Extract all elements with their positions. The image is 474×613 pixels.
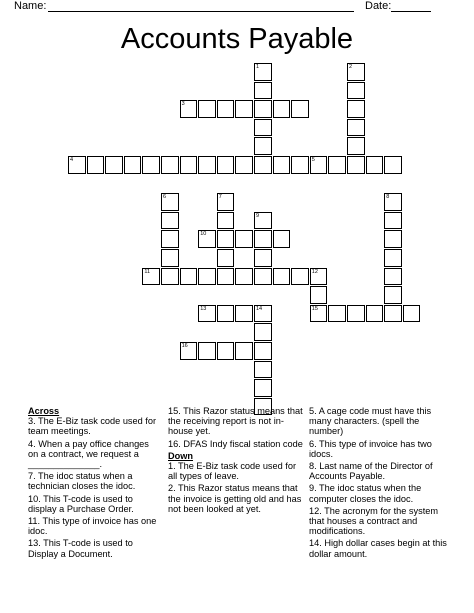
grid-cell[interactable] — [198, 342, 216, 360]
clue-across-13: 13. This T-code is used to Display a Document. — [28, 538, 133, 559]
grid-cell[interactable] — [291, 268, 309, 286]
grid-cell[interactable] — [273, 100, 291, 118]
grid-cell[interactable] — [161, 268, 179, 286]
clue-number: 14 — [256, 305, 263, 312]
grid-cell[interactable] — [235, 342, 253, 360]
grid-cell[interactable] — [68, 156, 86, 174]
clue-number: 4 — [70, 157, 74, 163]
clue-number: 9 — [256, 212, 260, 219]
clue-across-16: 16. DFAS Indy fiscal station code — [168, 438, 303, 449]
grid-cell[interactable] — [180, 268, 198, 286]
grid-cell[interactable] — [384, 212, 402, 230]
grid-cell[interactable] — [384, 268, 402, 286]
grid-cell[interactable] — [161, 230, 179, 248]
grid-cell[interactable] — [217, 230, 235, 248]
grid-cell[interactable] — [217, 249, 235, 267]
down-heading: Down — [168, 450, 194, 461]
grid-cell[interactable] — [180, 100, 198, 118]
grid-cell[interactable] — [180, 156, 198, 174]
across-heading: Across — [28, 406, 60, 416]
date-label: Date: — [365, 0, 392, 12]
grid-cell[interactable] — [142, 156, 160, 174]
clues-column-2 — [168, 406, 304, 516]
clue-number: 13 — [200, 305, 207, 312]
clue-down-5: 5. A cage code must have this many characters. (spell the number) — [309, 406, 432, 437]
grid-cell[interactable] — [254, 268, 272, 286]
clue-across-7: 7. The idoc status when a technician closes the idoc. — [28, 471, 136, 492]
grid-cell[interactable] — [291, 156, 309, 174]
grid-cell[interactable] — [254, 342, 272, 360]
grid-cell[interactable] — [217, 305, 235, 323]
grid-cell[interactable] — [217, 268, 235, 286]
grid-cell[interactable] — [235, 305, 253, 323]
grid-cell[interactable] — [384, 156, 402, 174]
clue-across-4: 4. When a pay office changes on a contract, we request a ______________. — [28, 438, 149, 470]
clue-number: 8 — [386, 194, 390, 201]
grid-cell[interactable] — [254, 156, 272, 174]
grid-cell[interactable] — [384, 230, 402, 248]
grid-cell[interactable] — [310, 156, 328, 174]
grid-cell[interactable] — [347, 156, 365, 174]
grid-cell[interactable] — [198, 268, 216, 286]
grid-cell[interactable] — [217, 212, 235, 230]
grid-cell[interactable] — [217, 100, 235, 118]
clue-number: 2 — [349, 64, 353, 70]
grid-cell[interactable] — [347, 82, 365, 100]
clue-number: 11 — [144, 268, 151, 275]
clue-down-8: 8. Last name of the Director of Accounts Payable. — [309, 461, 433, 482]
grid-cell[interactable] — [142, 268, 160, 286]
grid-cell[interactable] — [310, 286, 328, 304]
grid-cell[interactable] — [217, 156, 235, 174]
grid-cell[interactable] — [310, 268, 328, 286]
grid-cell[interactable] — [235, 230, 253, 248]
grid-cell[interactable] — [254, 212, 272, 230]
clue-number: 3 — [181, 101, 185, 108]
grid-cell[interactable] — [310, 305, 328, 323]
clue-number: 16 — [181, 343, 188, 349]
clue-number: 6 — [163, 194, 167, 201]
clue-down-9: 9. The idoc status when the computer closes the idoc. — [309, 483, 422, 504]
grid-cell[interactable] — [254, 137, 272, 155]
grid-cell[interactable] — [254, 379, 272, 397]
clue-down-14: 14. High dollar cases begin at this dollar amount. — [309, 538, 447, 559]
name-label: Name: — [14, 0, 47, 12]
clue-down-2: 2. This Razor status means that the invoice is getting old and has not been looked at yet. — [168, 483, 302, 514]
puzzle-title: Accounts Payable — [120, 23, 354, 55]
grid-cell[interactable] — [384, 249, 402, 267]
grid-cell[interactable] — [254, 119, 272, 137]
clue-number: 7 — [218, 194, 222, 201]
clue-across-10: 10. This T-code is used to display a Purchase Order. — [28, 493, 134, 514]
grid-cell[interactable] — [403, 305, 421, 323]
clue-across-11: 11. This type of invoice has one idoc. — [28, 516, 157, 537]
grid-cell[interactable] — [273, 156, 291, 174]
grid-cell[interactable] — [217, 342, 235, 360]
grid-cell[interactable] — [198, 100, 216, 118]
clue-across-15: 15. This Razor status means that the receiving report is not in-house yet. — [168, 406, 303, 437]
clue-number: 10 — [200, 231, 207, 238]
grid-cell[interactable] — [366, 156, 384, 174]
grid-cell[interactable] — [198, 230, 216, 248]
clue-number: 5 — [311, 157, 315, 163]
clues-column-3 — [309, 406, 449, 561]
grid-cell[interactable] — [273, 230, 291, 248]
grid-cell[interactable] — [328, 156, 346, 174]
clue-number: 1 — [256, 64, 260, 70]
grid-cell[interactable] — [254, 305, 272, 323]
grid-cell[interactable] — [347, 137, 365, 155]
grid-cell[interactable] — [161, 156, 179, 174]
grid-cell[interactable] — [105, 156, 123, 174]
grid-cell[interactable] — [254, 63, 272, 81]
grid-cell[interactable] — [291, 100, 309, 118]
grid-cell[interactable] — [161, 249, 179, 267]
grid-cell[interactable] — [254, 82, 272, 100]
grid-cell[interactable] — [366, 305, 384, 323]
grid-cell[interactable] — [254, 100, 272, 118]
grid-cell[interactable] — [254, 230, 272, 248]
clue-down-6: 6. This type of invoice has two idocs. — [309, 438, 432, 459]
grid-cell[interactable] — [254, 361, 272, 379]
grid-cell[interactable] — [161, 212, 179, 230]
grid-cell[interactable] — [235, 156, 253, 174]
clue-number: 12 — [311, 268, 318, 275]
grid-cell[interactable] — [87, 156, 105, 174]
clue-down-12: 12. The acronym for the system that houses a contract and modifications. — [309, 505, 439, 537]
grid-cell[interactable] — [124, 156, 142, 174]
grid-cell[interactable] — [217, 193, 235, 211]
grid-cell[interactable] — [347, 63, 365, 81]
grid-cell[interactable] — [161, 193, 179, 211]
grid-cell[interactable] — [347, 100, 365, 118]
clue-across-3: 3. The E-Biz task code used for team meetings. — [28, 416, 157, 437]
grid-cell[interactable] — [384, 286, 402, 304]
grid-cell[interactable] — [273, 268, 291, 286]
grid-cell[interactable] — [347, 119, 365, 137]
grid-cell[interactable] — [198, 156, 216, 174]
grid-cell[interactable] — [235, 268, 253, 286]
grid-cell[interactable] — [384, 305, 402, 323]
grid-cell[interactable] — [198, 305, 216, 323]
clue-number: 15 — [311, 305, 318, 312]
grid-cell[interactable] — [254, 249, 272, 267]
grid-cell[interactable] — [328, 305, 346, 323]
clues-column-1 — [28, 406, 158, 561]
grid-cell[interactable] — [384, 193, 402, 211]
grid-cell[interactable] — [254, 323, 272, 341]
grid-cell[interactable] — [347, 305, 365, 323]
grid-cell[interactable] — [180, 342, 198, 360]
grid-cell[interactable] — [235, 100, 253, 118]
clue-down-1: 1. The E-Biz task code used for all types of leave. — [168, 461, 297, 482]
